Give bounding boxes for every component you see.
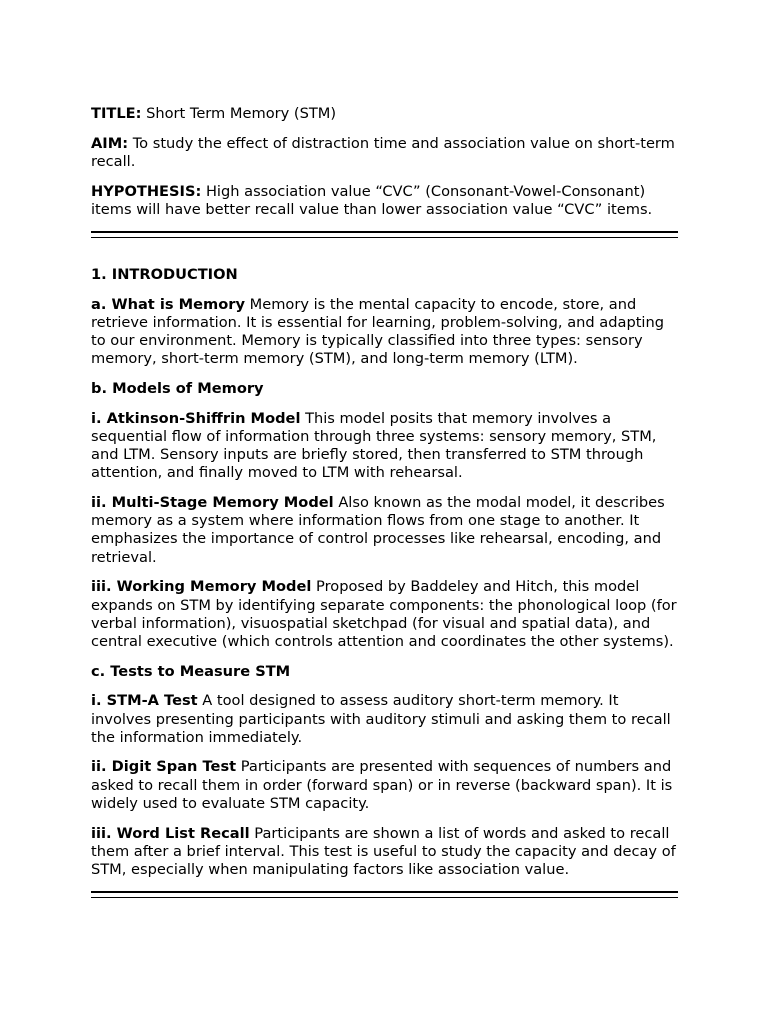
what-is-memory-label: a. What is Memory <box>91 295 245 313</box>
model-paragraph <box>91 494 681 567</box>
models-heading: b. Models of Memory <box>91 380 264 398</box>
introduction-heading: 1. INTRODUCTION <box>91 266 238 284</box>
test-text: Participants are presented with sequences of numbers and asked to recall them in order (forward span) or in reverse (backward span). It is widely used to evaluate STM capacity. <box>91 758 673 812</box>
test-label: ii. Digit Span Test <box>91 758 237 776</box>
test-paragraph <box>91 692 681 747</box>
tests-heading: c. Tests to Measure STM <box>91 662 291 680</box>
test-label: i. STM-A Test <box>91 692 198 710</box>
title-text: Short Term Memory (STM) <box>146 105 337 122</box>
title-line <box>91 105 681 123</box>
test-paragraph <box>91 758 681 813</box>
test-paragraph <box>91 825 681 880</box>
test-text: A tool designed to assess auditory short-term memory. It involves presenting participants with auditory stimuli and asking them to recall the information immediately. <box>91 692 671 746</box>
document-page <box>91 105 681 898</box>
model-text: Proposed by Baddeley and Hitch, this model expands on STM by identifying separate components: the phonological loop (for verbal information), visuospatial sketchpad (for visual and spatial data), and central executive (which controls attention and coordinates the other systems). <box>91 578 677 650</box>
aim-line <box>91 135 681 171</box>
divider-bottom <box>91 891 678 898</box>
hypothesis-label: HYPOTHESIS: <box>91 182 202 200</box>
model-paragraph <box>91 578 681 651</box>
model-label: iii. Working Memory Model <box>91 578 312 596</box>
model-text: Also known as the modal model, it describes memory as a system where information flows from one stage to another. It emphasizes the importance of control processes like rehearsal, encoding, and retrieval. <box>91 494 665 566</box>
hypothesis-line <box>91 183 681 219</box>
aim-label: AIM: <box>91 134 129 152</box>
what-is-memory-text: Memory is the mental capacity to encode, store, and retrieve information. It is essential for learning, problem-solving, and adapting to our environment. Memory is typically classified into three types: sensory memory, short-term memory (STM), and long-term memory (LTM). <box>91 295 664 368</box>
model-paragraph <box>91 410 681 483</box>
test-label: iii. Word List Recall <box>91 824 250 842</box>
test-text: Participants are shown a list of words and asked to recall them after a brief interval. This test is useful to study the capacity and decay of STM, especially when manipulating factors like association value. <box>91 824 676 878</box>
aim-text: To study the effect of distraction time and association value on short-term recall. <box>91 134 675 170</box>
model-text: This model posits that memory involves a sequential flow of information through three systems: sensory memory, STM, and LTM. Sensory inputs are briefly stored, then transferred to STM through attention, and finally moved to LTM with rehearsal. <box>91 409 657 482</box>
what-is-memory-paragraph <box>91 296 681 369</box>
hypothesis-text: High association value “CVC” (Consonant-Vowel-Consonant) items will have better recall value than lower association value “CVC” items. <box>91 182 653 218</box>
title-label: TITLE: <box>91 105 142 122</box>
model-label: i. Atkinson-Shiffrin Model <box>91 409 301 427</box>
divider-top <box>91 231 678 238</box>
model-label: ii. Multi-Stage Memory Model <box>91 494 334 512</box>
